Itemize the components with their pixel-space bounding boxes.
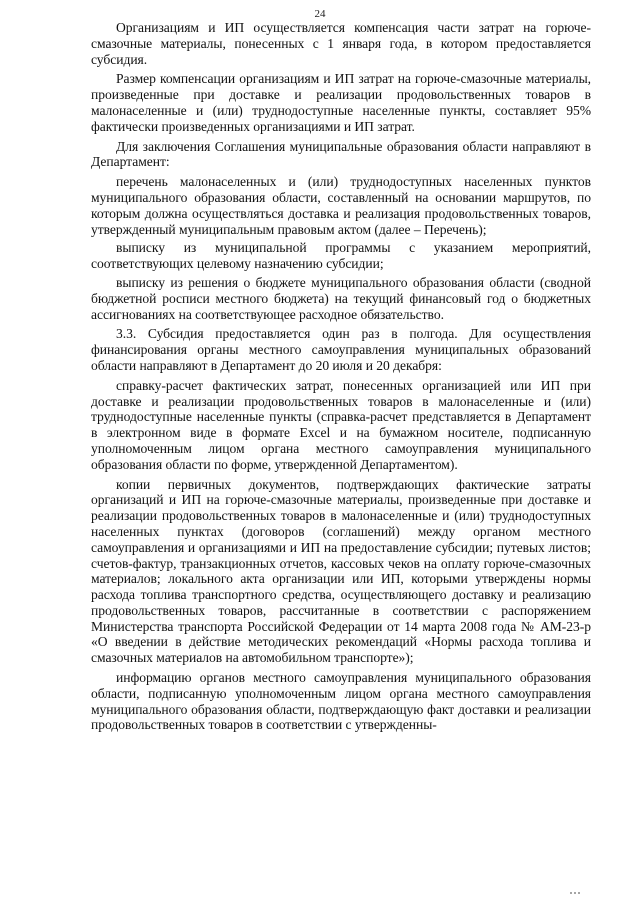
paragraph-agreement-documents-intro: Для заключения Соглашения муниципальные образования области направляют в Департамент: xyxy=(91,138,591,170)
list-item-primary-documents: копии первичных документов, подтверждающих фактические затраты организаций и ИП на горюче-смазочные материалы, произведенные при доставке и реализации продовольственных товаров в малонаселенные и (или) труднодоступных населенных пунктах (договоров (соглашений) между органом местного самоуправления и организациями и ИП на предоставление субсидии; путевых листов; счетов-фактур, транзакционных отчетов, кассовых чеков на оплату горюче-смазочных материалов; локального акта организации или ИП, которыми утверждены нормы расхода топлива транспортного средства, осуществляющего доставку и реализацию продовольственных товаров, рассчитанные в соответствии с распоряжением Министерства транспорта Российской Федерации от 14 марта 2008 года № АМ-23-р «О введении в действие методических рекомендаций «Нормы расхода топлива и смазочных материалов на автомобильном транспорте»); xyxy=(91,476,591,666)
paragraph-compensation-amount: Размер компенсации организациям и ИП затрат на горюче-смазочные материалы, произведенные при доставке и реализации продовольственных товаров в малонаселенные и (или) труднодоступные населенные пункты, составляет 95% фактически произведенных организациями и ИП затрат. xyxy=(91,71,591,134)
paragraph-section-3-3: 3.3. Субсидия предоставляется один раз в полгода. Для осуществления финансирования органы местного самоуправления муниципальных образований области направляют в Департамент до 20 июля и 20 декабря: xyxy=(91,326,591,373)
list-item-budget-extract: выписку из решения о бюджете муниципального образования области (сводной бюджетной росписи местного бюджета) на текущий финансовый год о бюджетных ассигнованиях на соответствующее расходное обязательство. xyxy=(91,274,591,322)
paragraph-fuel-compensation-period: Организациям и ИП осуществляется компенсация части затрат на горюче-смазочные материалы, понесенных с 1 января года, в котором предоставляется субсидия. xyxy=(91,20,591,67)
list-item-settlements-list: перечень малонаселенных и (или) труднодоступных населенных пунктов муниципального образования области, составленный на основании маршрутов, по которым должна осуществляться доставка и реализация продовольственных товаров, утвержденный муниципальным правовым актом (далее – Перечень); xyxy=(91,174,591,237)
list-item-program-extract: выписку из муниципальной программы с указанием мероприятий, соответствующих целевому назначению субсидии; xyxy=(91,240,591,272)
document-body xyxy=(91,20,591,737)
list-item-cost-calculation: справку-расчет фактических затрат, понесенных организацией или ИП при доставке и реализации продовольственных товаров в малонаселенные и (или) труднодоступные населенные пункты (справка-расчет представляется в Департамент в электронном виде в формате Excel и на бумажном носителе, подписанную уполномоченным лицом органа местного самоуправления муниципального образования области по форме, утвержденной Департаментом). xyxy=(91,377,591,472)
list-item-local-government-information: информацию органов местного самоуправления муниципального образования области, подписанную уполномоченным лицом органа местного самоуправления муниципального образования области, подтверждающую факт доставки и реализации продовольственных товаров в соответствии с утвержденны- xyxy=(91,670,591,733)
scan-artifact-dots xyxy=(570,881,584,883)
page-number: 24 xyxy=(314,8,326,20)
